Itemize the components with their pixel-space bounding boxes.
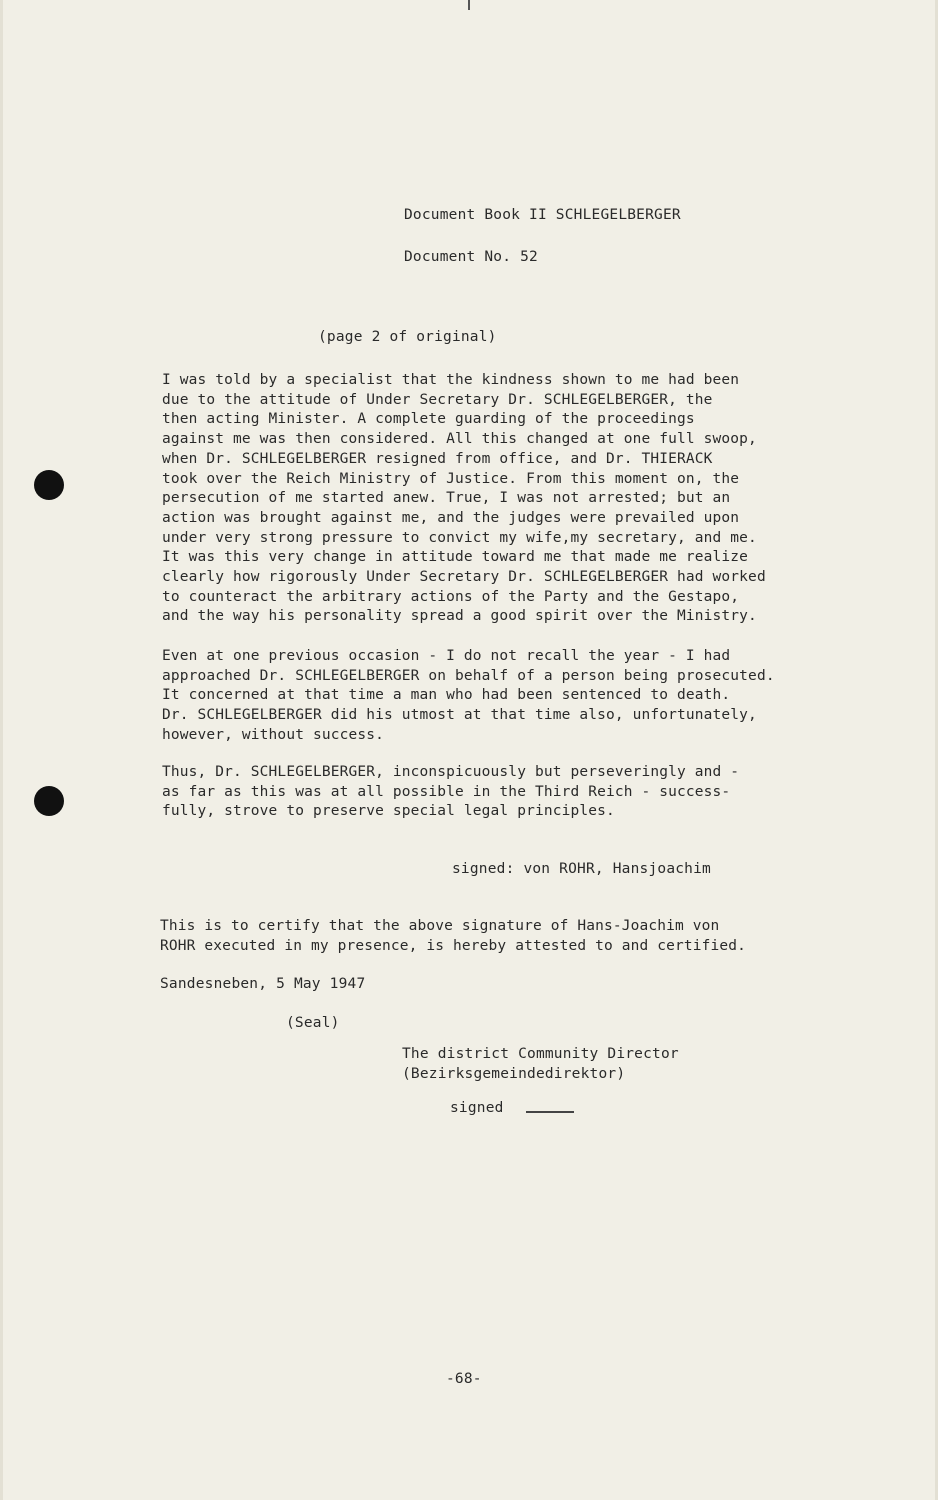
place-and-date: Sandesneben, 5 May 1947 (160, 976, 366, 992)
text-line: Even at one previous occasion - I do not recall the year - I had (162, 648, 731, 664)
text-line: under very strong pressure to convict my wife,my secretary, and me. (162, 529, 757, 546)
text-line: approached Dr. SCHLEGELBERGER on behalf of a person being prosecuted. (162, 667, 775, 684)
text-line: It was this very change in attitude toward me that made me realize (162, 549, 749, 566)
document-number: Document No. 52 (404, 249, 538, 265)
seal-note: (Seal) (286, 1015, 340, 1031)
text-line: ROHR executed in my presence, is hereby attested to and certified. (160, 937, 747, 954)
text-line: clearly how rigorously Under Secretary Dr. SCHLEGELBERGER had worked (162, 569, 766, 586)
text-line: action was brought against me, and the judges were prevailed upon (162, 509, 740, 526)
body-paragraph-3 (162, 763, 842, 822)
text-line: when Dr. SCHLEGELBERGER resigned from office, and Dr. THIERACK (162, 450, 713, 467)
text-line: took over the Reich Ministry of Justice. From this moment on, the (162, 470, 740, 487)
text-line: This is to certify that the above signature of Hans-Joachim von (160, 918, 720, 934)
signature-line: signed: von ROHR, Hansjoachim (452, 861, 711, 877)
director-title-german: (Bezirksgemeindedirektor) (402, 1066, 626, 1082)
text-line: fully, strove to preserve special legal principles. (162, 803, 615, 820)
text-line: against me was then considered. All this changed at one full swoop, (162, 431, 757, 448)
text-line: I was told by a specialist that the kindness shown to me had been (162, 372, 740, 388)
text-line: due to the attitude of Under Secretary Dr. SCHLEGELBERGER, the (162, 391, 713, 408)
text-line: It concerned at that time a man who had been sentenced to death. (162, 687, 731, 704)
text-line: Thus, Dr. SCHLEGELBERGER, inconspicuously but perseveringly and - (162, 764, 740, 780)
signature-dash (526, 1111, 574, 1113)
body-paragraph-2 (162, 647, 842, 746)
text-line: Dr. SCHLEGELBERGER did his utmost at that time also, unfortunately, (162, 707, 757, 724)
text-line: persecution of me started anew. True, I was not arrested; but an (162, 490, 731, 507)
text-line: then acting Minister. A complete guarding of the proceedings (162, 411, 695, 428)
text-line: to counteract the arbitrary actions of the Party and the Gestapo, (162, 588, 740, 605)
body-paragraph-1 (162, 371, 842, 627)
text-line: however, without success. (162, 726, 384, 743)
page-number: -68- (446, 1371, 482, 1387)
punch-hole (34, 786, 64, 816)
document-book-heading: Document Book II SCHLEGELBERGER (404, 207, 681, 223)
certification-paragraph (160, 917, 840, 956)
director-title: The district Community Director (402, 1046, 679, 1062)
signed-label: signed (450, 1100, 504, 1116)
top-edge-mark (468, 0, 470, 10)
page-note: (page 2 of original) (318, 329, 497, 345)
text-line: as far as this was at all possible in the Third Reich - success- (162, 783, 731, 800)
punch-hole (34, 470, 64, 500)
text-line: and the way his personality spread a good spirit over the Ministry. (162, 608, 757, 625)
